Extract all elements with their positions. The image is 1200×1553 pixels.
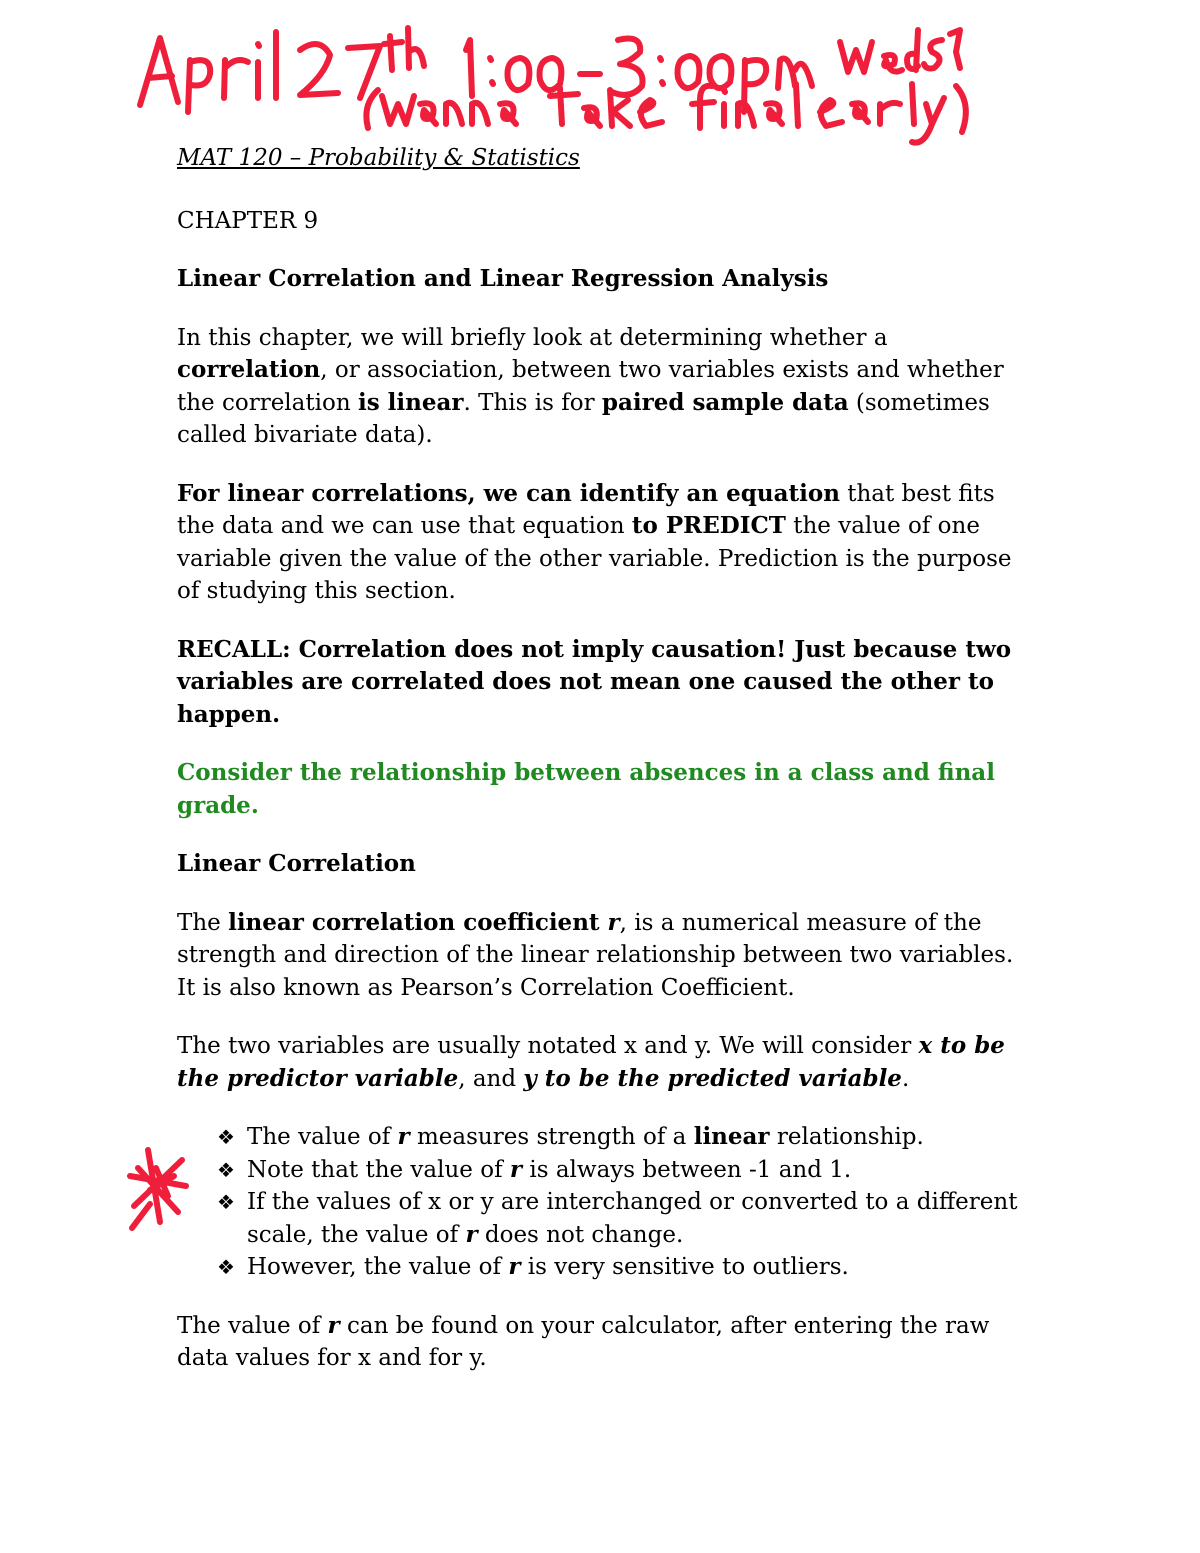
- diamond-bullet-icon: ❖: [217, 1190, 235, 1214]
- consider-paragraph: Consider the relationship between absences in a class and final grade.: [177, 759, 995, 819]
- diamond-bullet-icon: ❖: [217, 1157, 235, 1182]
- chapter-label: CHAPTER 9: [177, 207, 319, 234]
- section-heading: Linear Correlation: [177, 850, 416, 877]
- diamond-bullet-icon: ❖: [217, 1125, 235, 1149]
- variables-paragraph: The two variables are usually notated x and y. We will consider x to be the predictor variable, and y to be the predicted variable.: [177, 1032, 1005, 1092]
- chapter-title: Linear Correlation and Linear Regression Analysis: [177, 265, 829, 292]
- list-item: ❖ The value of r measures strength of a linear relationship.: [217, 1121, 1027, 1154]
- prediction-paragraph: For linear correlations, we can identify an equation that best fits the data and we can use that equation to PREDICT the value of one variable given the value of the other variable. Prediction is the purpose of studying this section.: [177, 479, 1012, 604]
- properties-list: [177, 1121, 1027, 1284]
- handwriting-line-1: [140, 28, 960, 112]
- handwriting-line-2: [366, 84, 965, 143]
- closing-paragraph: The value of r can be found on your calculator, after entering the raw data values for x and for y.: [177, 1311, 990, 1371]
- list-item: ❖ If the values of x or y are interchanged or converted to a different scale, the value of r does not change.: [217, 1186, 1027, 1251]
- intro-paragraph: In this chapter, we will briefly look at determining whether a correlation, or association, between two variables exists and whether the correlation is linear. This is for paired sample data (sometimes called bivariate data).: [177, 324, 1004, 448]
- recall-paragraph: RECALL: Correlation does not imply causation! Just because two variables are correlated does not mean one caused the other to happen.: [177, 635, 1012, 728]
- list-item: ❖ However, the value of r is very sensitive to outliers.: [217, 1251, 1027, 1284]
- course-title: MAT 120 – Probability & Statistics: [177, 145, 580, 171]
- document-body: [177, 142, 1027, 1401]
- diamond-bullet-icon: ❖: [217, 1255, 235, 1279]
- definition-paragraph: The linear correlation coefficient r, is a numerical measure of the strength and direction of the linear relationship between two variables. It is also known as Pearson’s Correlation Coefficient.: [177, 908, 1014, 1001]
- list-item: ❖ Note that the value of r is always between -1 and 1.: [217, 1154, 1027, 1187]
